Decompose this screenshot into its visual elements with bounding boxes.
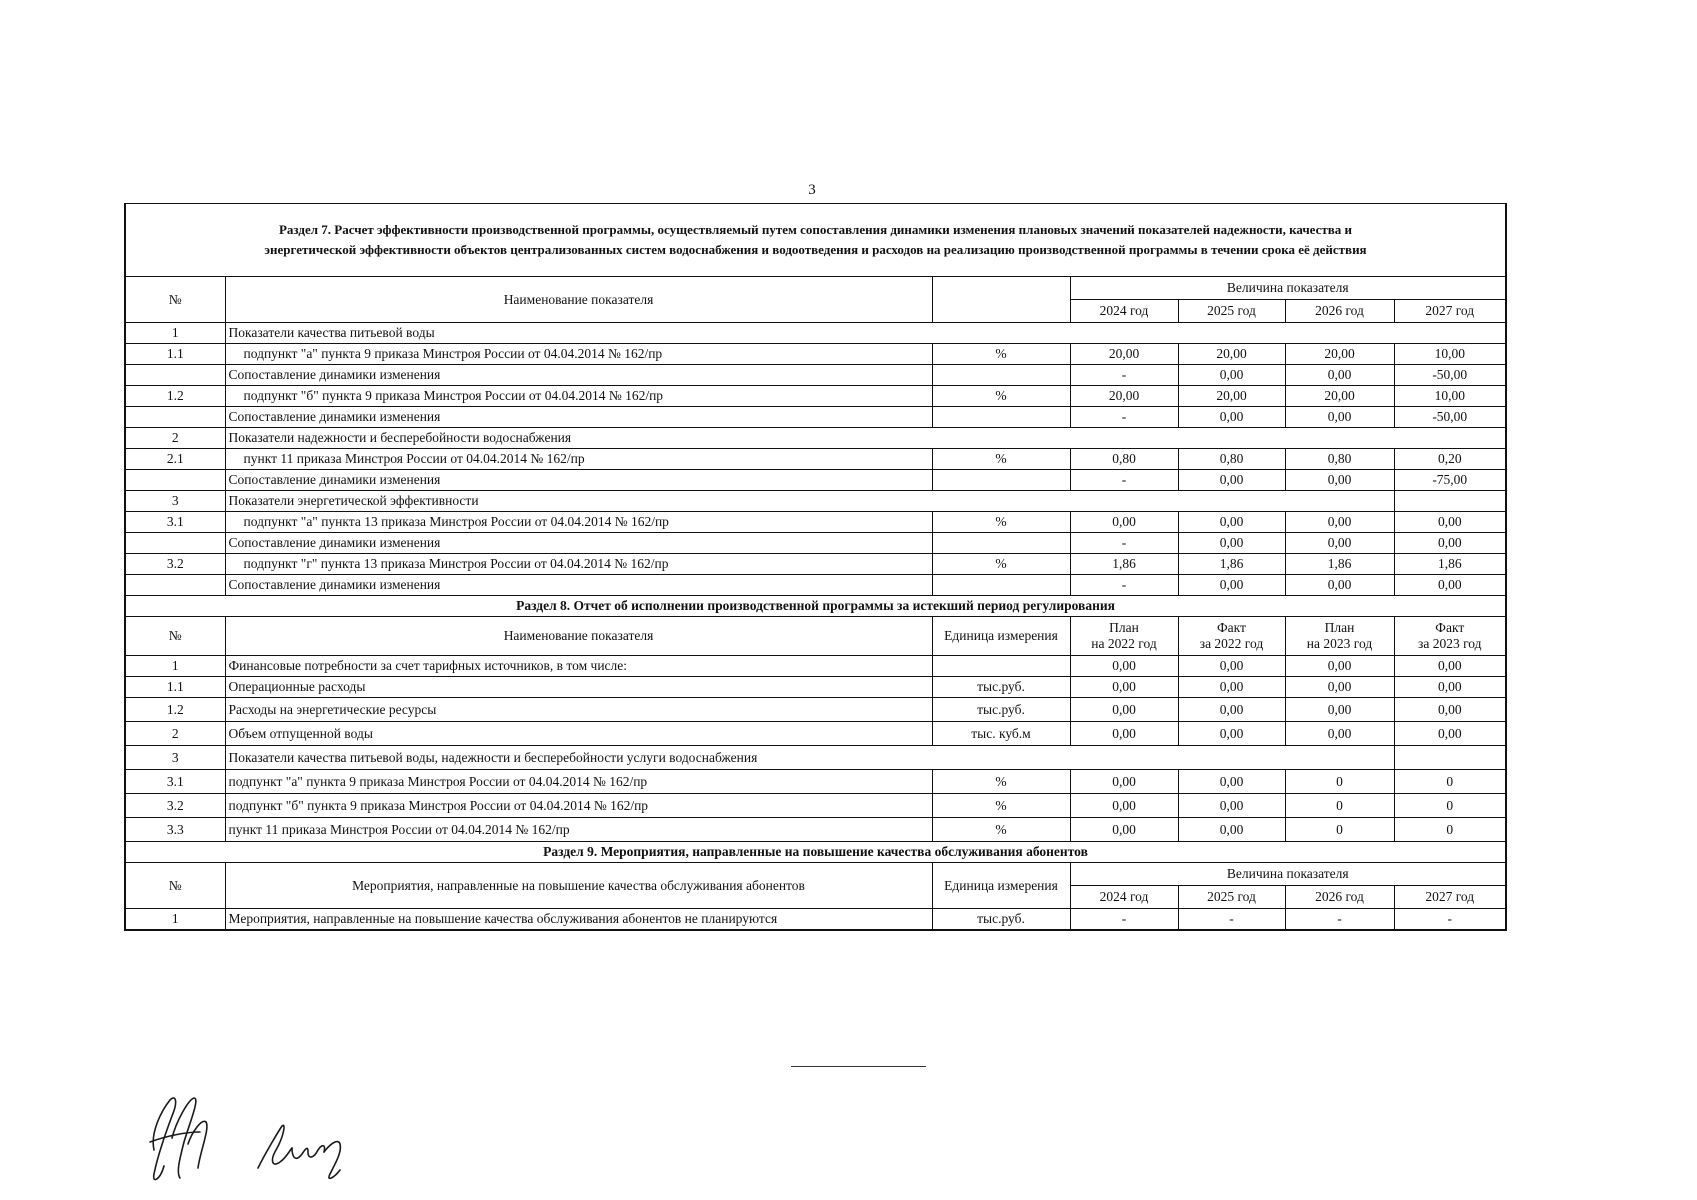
row-name: подпункт "а" пункта 9 приказа Минстроя России от 04.04.2014 № 162/пр (225, 344, 932, 365)
row-value: 20,00 (1178, 344, 1285, 365)
row-unit: % (932, 818, 1070, 842)
header-year: 2025 год (1178, 300, 1285, 323)
row-value: - (1178, 909, 1285, 931)
section8-title: Раздел 8. Отчет об исполнении производственной программы за истекший период регулирования (125, 596, 1506, 617)
header-year: 2026 год (1285, 300, 1394, 323)
row-unit (932, 407, 1070, 428)
row-unit: % (932, 344, 1070, 365)
row-num: 2.1 (125, 449, 225, 470)
table-row (125, 491, 1506, 512)
row-name: подпункт "а" пункта 13 приказа Минстроя России от 04.04.2014 № 162/пр (225, 512, 932, 533)
row-value: 0 (1285, 794, 1394, 818)
row-unit (932, 656, 1070, 677)
header-year: 2027 год (1394, 300, 1506, 323)
row-num (125, 470, 225, 491)
row-value: 0,00 (1285, 698, 1394, 722)
row-name: подпункт "а" пункта 9 приказа Минстроя России от 04.04.2014 № 162/пр (225, 770, 932, 794)
table-row (125, 794, 1506, 818)
row-value: 0,00 (1178, 470, 1285, 491)
row-value: 0,20 (1394, 449, 1506, 470)
row-value: 0,00 (1070, 677, 1178, 698)
row-num: 3.1 (125, 770, 225, 794)
row-name: Показатели энергетической эффективности (225, 491, 1394, 512)
row-value: 0,00 (1178, 512, 1285, 533)
header-col: План на 2022 год (1070, 617, 1178, 656)
row-value: 0,00 (1070, 722, 1178, 746)
row-value: 0,00 (1394, 512, 1506, 533)
row-value: - (1070, 470, 1178, 491)
row-name: Расходы на энергетические ресурсы (225, 698, 932, 722)
row-value: - (1070, 533, 1178, 554)
row-name: Показатели качества питьевой воды, надежности и бесперебойности услуги водоснабжения (225, 746, 1394, 770)
header-name: Наименование показателя (225, 277, 932, 323)
row-value: 10,00 (1394, 386, 1506, 407)
row-num (125, 407, 225, 428)
row-value: 0,00 (1285, 656, 1394, 677)
row-name: подпункт "б" пункта 9 приказа Минстроя России от 04.04.2014 № 162/пр (225, 794, 932, 818)
row-value: 0,00 (1394, 698, 1506, 722)
row-value: -75,00 (1394, 470, 1506, 491)
header-num: № (125, 863, 225, 909)
section7-title (125, 204, 1506, 277)
table-row (125, 909, 1506, 931)
row-value: 0,00 (1070, 512, 1178, 533)
header-year: 2027 год (1394, 886, 1506, 909)
row-unit: тыс.руб. (932, 909, 1070, 931)
row-num (125, 365, 225, 386)
row-name: Сопоставление динамики изменения (225, 365, 932, 386)
row-value: 0,00 (1394, 722, 1506, 746)
row-value: 0,00 (1285, 722, 1394, 746)
row-value: - (1070, 909, 1178, 931)
header-year: 2026 год (1285, 886, 1394, 909)
row-unit: % (932, 386, 1070, 407)
row-value: 0,00 (1178, 722, 1285, 746)
row-num: 3.2 (125, 554, 225, 575)
row-value: 0 (1394, 794, 1506, 818)
row-value: - (1070, 365, 1178, 386)
row-unit: % (932, 794, 1070, 818)
header-year: 2025 год (1178, 886, 1285, 909)
row-value: - (1070, 407, 1178, 428)
row-num (125, 533, 225, 554)
row-num: 3 (125, 746, 225, 770)
row-value: 0 (1285, 818, 1394, 842)
header-name: Мероприятия, направленные на повышение качества обслуживания абонентов (225, 863, 932, 909)
row-value: 20,00 (1070, 386, 1178, 407)
table-row (125, 575, 1506, 596)
header-col: Факт за 2023 год (1394, 617, 1506, 656)
handwritten-signatures (140, 1092, 370, 1187)
row-value: 0,80 (1070, 449, 1178, 470)
row-value: 0,00 (1178, 818, 1285, 842)
row-unit: % (932, 512, 1070, 533)
row-name: подпункт "б" пункта 9 приказа Минстроя России от 04.04.2014 № 162/пр (225, 386, 932, 407)
table-row (125, 407, 1506, 428)
row-name: Операционные расходы (225, 677, 932, 698)
table-row (125, 365, 1506, 386)
row-unit (932, 365, 1070, 386)
row-value: 0 (1394, 818, 1506, 842)
table-row (125, 698, 1506, 722)
header-value-group: Величина показателя (1070, 277, 1506, 300)
row-value: 0,00 (1285, 470, 1394, 491)
table-row (125, 533, 1506, 554)
table-row (125, 512, 1506, 533)
row-name: Показатели качества питьевой воды (225, 323, 1506, 344)
table-row (125, 722, 1506, 746)
row-num: 1 (125, 323, 225, 344)
row-value: 20,00 (1285, 386, 1394, 407)
row-value: 0,00 (1178, 656, 1285, 677)
row-value: 20,00 (1178, 386, 1285, 407)
row-num: 1 (125, 909, 225, 931)
row-unit: тыс. куб.м (932, 722, 1070, 746)
row-num: 1.1 (125, 677, 225, 698)
row-value: 1,86 (1178, 554, 1285, 575)
row-unit (932, 470, 1070, 491)
row-value: 0,00 (1394, 656, 1506, 677)
row-value: 0,00 (1070, 818, 1178, 842)
row-value: 0,00 (1394, 533, 1506, 554)
row-value: 0,00 (1070, 656, 1178, 677)
row-value: 0,00 (1285, 512, 1394, 533)
row-value: 0,00 (1178, 533, 1285, 554)
row-value: 0,00 (1285, 575, 1394, 596)
row-num: 3.2 (125, 794, 225, 818)
section9-title: Раздел 9. Мероприятия, направленные на повышение качества обслуживания абонентов (125, 842, 1506, 863)
row-value: 0,00 (1394, 575, 1506, 596)
header-col: План на 2023 год (1285, 617, 1394, 656)
row-value: 20,00 (1285, 344, 1394, 365)
table-row (125, 818, 1506, 842)
row-value: -50,00 (1394, 365, 1506, 386)
header-unit: Единица измерения (932, 863, 1070, 909)
row-value: 1,86 (1070, 554, 1178, 575)
row-value: 0,00 (1178, 698, 1285, 722)
row-value: 0,00 (1178, 575, 1285, 596)
table-row (125, 554, 1506, 575)
row-name: подпункт "г" пункта 13 приказа Минстроя России от 04.04.2014 № 162/пр (225, 554, 932, 575)
header-value-group: Величина показателя (1070, 863, 1506, 886)
row-value: 0,00 (1178, 677, 1285, 698)
section7-title-line1: Раздел 7. Расчет эффективности производственной программы, осуществляемый путем сопоставления динамики изменения плановых значений показателей надежности, качества и (278, 222, 1353, 237)
row-value: 0,00 (1178, 770, 1285, 794)
header-unit (932, 277, 1070, 323)
row-name: Сопоставление динамики изменения (225, 575, 932, 596)
page-number: 3 (808, 182, 816, 198)
row-num: 3.1 (125, 512, 225, 533)
header-year: 2024 год (1070, 300, 1178, 323)
separator-line (791, 1066, 926, 1067)
header-num: № (125, 617, 225, 656)
table-row (125, 323, 1506, 344)
table-row (125, 656, 1506, 677)
header-col: Факт за 2022 год (1178, 617, 1285, 656)
row-unit: % (932, 770, 1070, 794)
row-value: - (1394, 909, 1506, 931)
row-num: 2 (125, 722, 225, 746)
row-value: 0,00 (1285, 677, 1394, 698)
row-value: 0,80 (1285, 449, 1394, 470)
row-value: 0,00 (1070, 698, 1178, 722)
row-unit: % (932, 449, 1070, 470)
row-name: Финансовые потребности за счет тарифных источников, в том числе: (225, 656, 932, 677)
table-row (125, 428, 1506, 449)
table-row (125, 386, 1506, 407)
table-row (125, 770, 1506, 794)
row-value (1394, 746, 1506, 770)
row-value: 0,00 (1285, 365, 1394, 386)
row-value: 0 (1394, 770, 1506, 794)
row-num: 1 (125, 656, 225, 677)
row-unit (932, 575, 1070, 596)
row-value: 0,00 (1070, 794, 1178, 818)
header-num: № (125, 277, 225, 323)
table-row (125, 470, 1506, 491)
row-name: Объем отпущенной воды (225, 722, 932, 746)
row-value: 0,80 (1178, 449, 1285, 470)
header-name: Наименование показателя (225, 617, 932, 656)
row-name: Сопоставление динамики изменения (225, 470, 932, 491)
row-num: 3 (125, 491, 225, 512)
row-num: 1.2 (125, 698, 225, 722)
header-year: 2024 год (1070, 886, 1178, 909)
table-row (125, 449, 1506, 470)
row-value: 0,00 (1285, 533, 1394, 554)
row-num: 1.1 (125, 344, 225, 365)
row-name: Показатели надежности и бесперебойности водоснабжения (225, 428, 1506, 449)
row-value (1394, 491, 1506, 512)
table-row (125, 746, 1506, 770)
row-num (125, 575, 225, 596)
row-name: Сопоставление динамики изменения (225, 407, 932, 428)
row-value: 1,86 (1285, 554, 1394, 575)
row-name: пункт 11 приказа Минстроя России от 04.04.2014 № 162/пр (225, 449, 932, 470)
row-value: 0,00 (1394, 677, 1506, 698)
row-unit: % (932, 554, 1070, 575)
row-num: 2 (125, 428, 225, 449)
table-row (125, 344, 1506, 365)
row-value: 0,00 (1285, 407, 1394, 428)
row-name: Мероприятия, направленные на повышение качества обслуживания абонентов не планируются (225, 909, 932, 931)
row-unit: тыс.руб. (932, 677, 1070, 698)
row-num: 3.3 (125, 818, 225, 842)
row-value: 0,00 (1178, 407, 1285, 428)
row-value: 1,86 (1394, 554, 1506, 575)
row-unit (932, 533, 1070, 554)
row-unit: тыс.руб. (932, 698, 1070, 722)
report-table (124, 203, 1507, 931)
row-name: пункт 11 приказа Минстроя России от 04.04.2014 № 162/пр (225, 818, 932, 842)
row-value: 10,00 (1394, 344, 1506, 365)
row-value: - (1285, 909, 1394, 931)
row-value: 0,00 (1178, 365, 1285, 386)
row-value: 20,00 (1070, 344, 1178, 365)
row-value: 0,00 (1070, 770, 1178, 794)
section7-title-line2: энергетической эффективности объектов централизованных систем водоснабжения и водоотведения и расходов на реализацию производственной программы в течении срока её действия (264, 242, 1367, 257)
row-value: 0,00 (1178, 794, 1285, 818)
table-row (125, 677, 1506, 698)
row-name: Сопоставление динамики изменения (225, 533, 932, 554)
row-num: 1.2 (125, 386, 225, 407)
row-value: - (1070, 575, 1178, 596)
row-value: 0 (1285, 770, 1394, 794)
header-unit: Единица измерения (932, 617, 1070, 656)
row-value: -50,00 (1394, 407, 1506, 428)
